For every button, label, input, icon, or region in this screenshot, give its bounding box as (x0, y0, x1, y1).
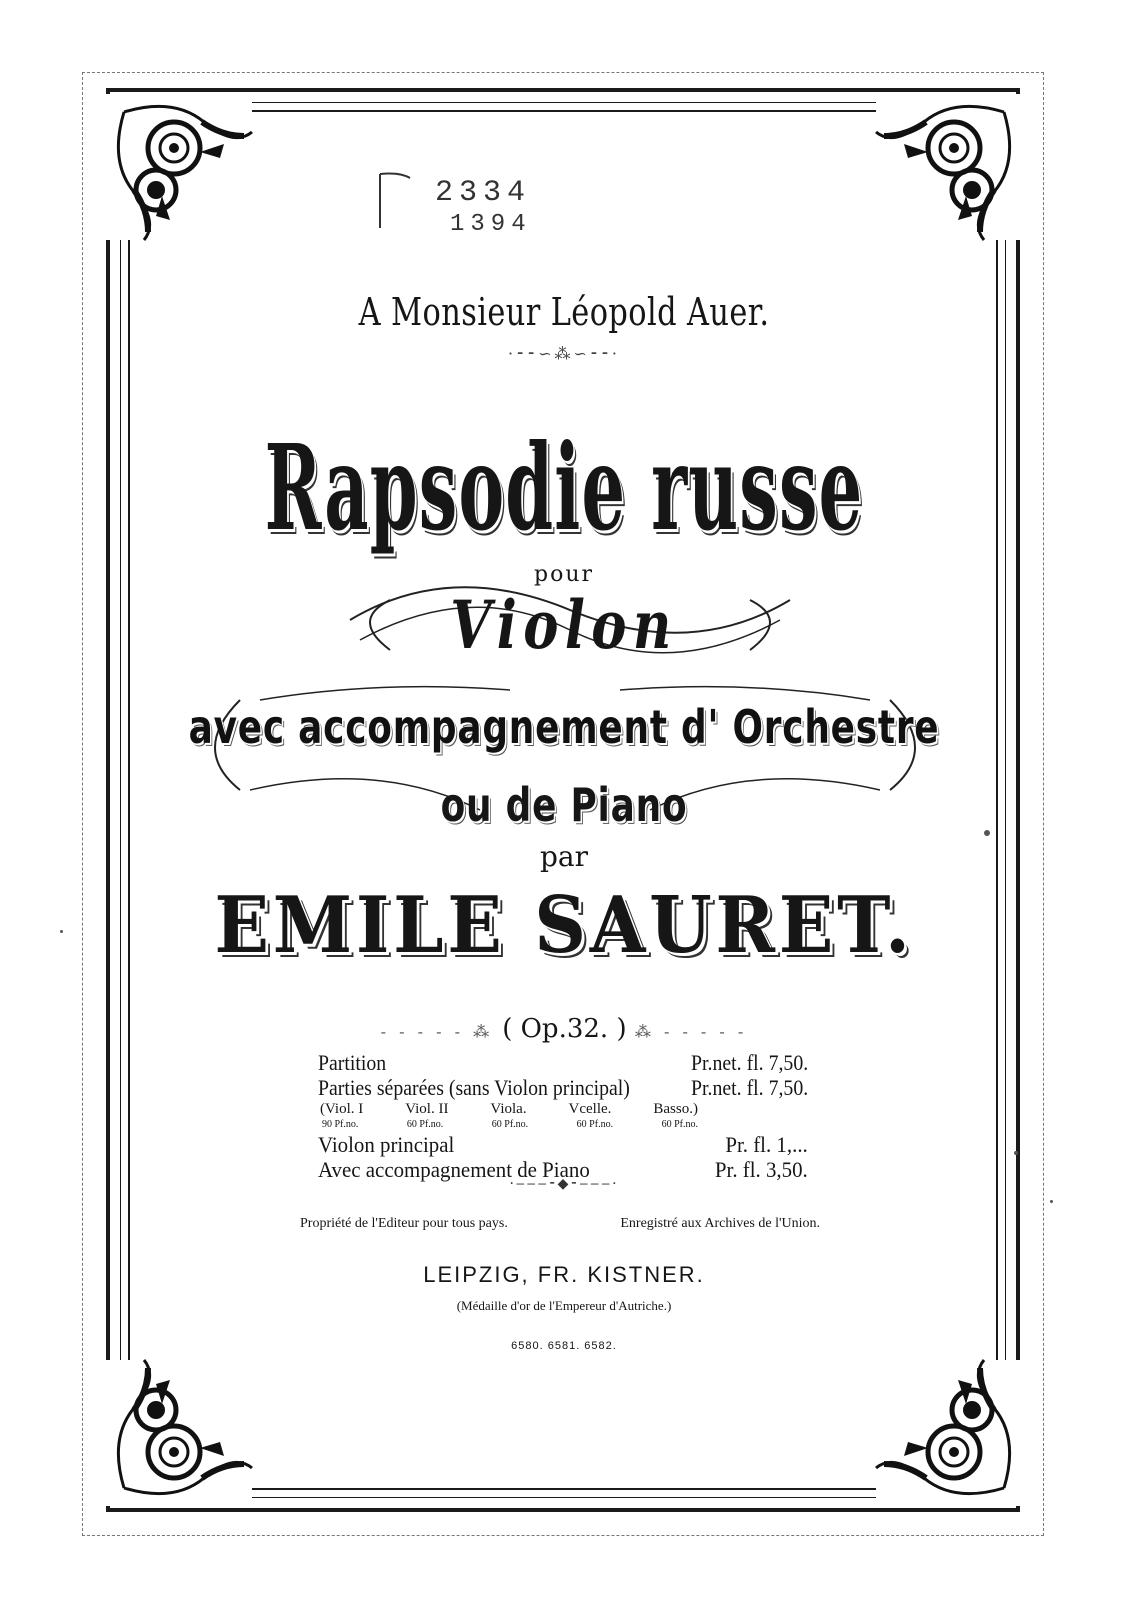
part-price: 90 Pf.no. (322, 1119, 359, 1130)
corner-ornament-bottom-left (104, 1358, 254, 1508)
price-row (318, 1075, 808, 1100)
publisher: LEIPZIG, FR. KISTNER. (423, 1262, 705, 1287)
parts-names-row (318, 1100, 808, 1118)
part-price: 60 Pf.no. (406, 1119, 444, 1130)
opus-dash-right: ⁂ - - - - - (634, 1022, 748, 1041)
rights-line (300, 1216, 820, 1232)
price-label: Parties séparées (sans Violon principal) (318, 1075, 630, 1100)
part-name: Viola. (490, 1101, 527, 1117)
scan-speck (1014, 1151, 1018, 1155)
opus-number: ( Op.32. ) (502, 1014, 627, 1044)
composer-name: EMILE SAURET. (214, 880, 914, 971)
price-value: Pr.net. fl. 7,50. (690, 1075, 808, 1100)
svg-text:1394: 1394 (450, 211, 532, 238)
part-price: 60 Pf.no. (576, 1119, 614, 1130)
small-ornament-divider: ·⁃⁃∽⁂∽⁃⁃· (508, 344, 620, 363)
price-row (318, 1050, 808, 1075)
opus-line (0, 1014, 1128, 1044)
scan-speck (60, 930, 63, 933)
middle-ornament-divider: ·‒‒‒⁃◆⁃‒‒‒· (509, 1176, 619, 1192)
rights-left: Propriété de l'Editeur pour tous pays. (300, 1216, 508, 1231)
corner-ornament-top-right (874, 92, 1024, 242)
corner-ornament-top-left (104, 92, 254, 242)
scan-speck (984, 830, 990, 836)
pour-label: pour (533, 562, 594, 587)
dedication: A Monsieur Léopold Auer. (358, 290, 770, 334)
part-name: Vcelle. (568, 1101, 612, 1117)
medal-note: (Médaille d'or de l'Empereur d'Autriche.) (456, 1298, 672, 1313)
price-value: Pr.net. fl. 7,50. (690, 1050, 808, 1075)
price-list (318, 1050, 808, 1182)
svg-text:2334: 2334 (435, 176, 532, 210)
plate-numbers: 6580. 6581. 6582. (511, 1340, 617, 1352)
price-row (318, 1132, 808, 1157)
part-name: Basso.) (653, 1101, 698, 1117)
title: Rapsodie russe (264, 418, 864, 557)
part-name: (Viol. I (320, 1101, 364, 1117)
parts-prices-row (318, 1118, 808, 1132)
price-label: Avec accompagnement de Piano (318, 1157, 590, 1182)
scan-speck (1050, 1200, 1053, 1203)
rights-right: Enregistré aux Archives de l'Union. (620, 1216, 820, 1231)
part-price: 60 Pf.no. (661, 1119, 698, 1130)
part-name: Viol. II (405, 1101, 449, 1117)
opus-dash-left: - - - - - ⁂ (380, 1022, 503, 1041)
corner-ornament-bottom-right (874, 1358, 1024, 1508)
par-label: par (539, 840, 588, 873)
price-label: Violon principal (318, 1132, 455, 1157)
instrument-violon: Violon (450, 586, 678, 664)
part-price: 60 Pf.no. (491, 1119, 529, 1130)
library-stamp-icon (340, 168, 580, 238)
accompaniment-line: avec accompagnement d' Orchestre (188, 700, 940, 754)
ou-de-piano-line: ou de Piano (440, 778, 688, 832)
price-value: Pr. fl. 3,50. (715, 1157, 808, 1182)
price-value: Pr. fl. 1,... (725, 1132, 808, 1157)
price-label: Partition (318, 1050, 387, 1075)
